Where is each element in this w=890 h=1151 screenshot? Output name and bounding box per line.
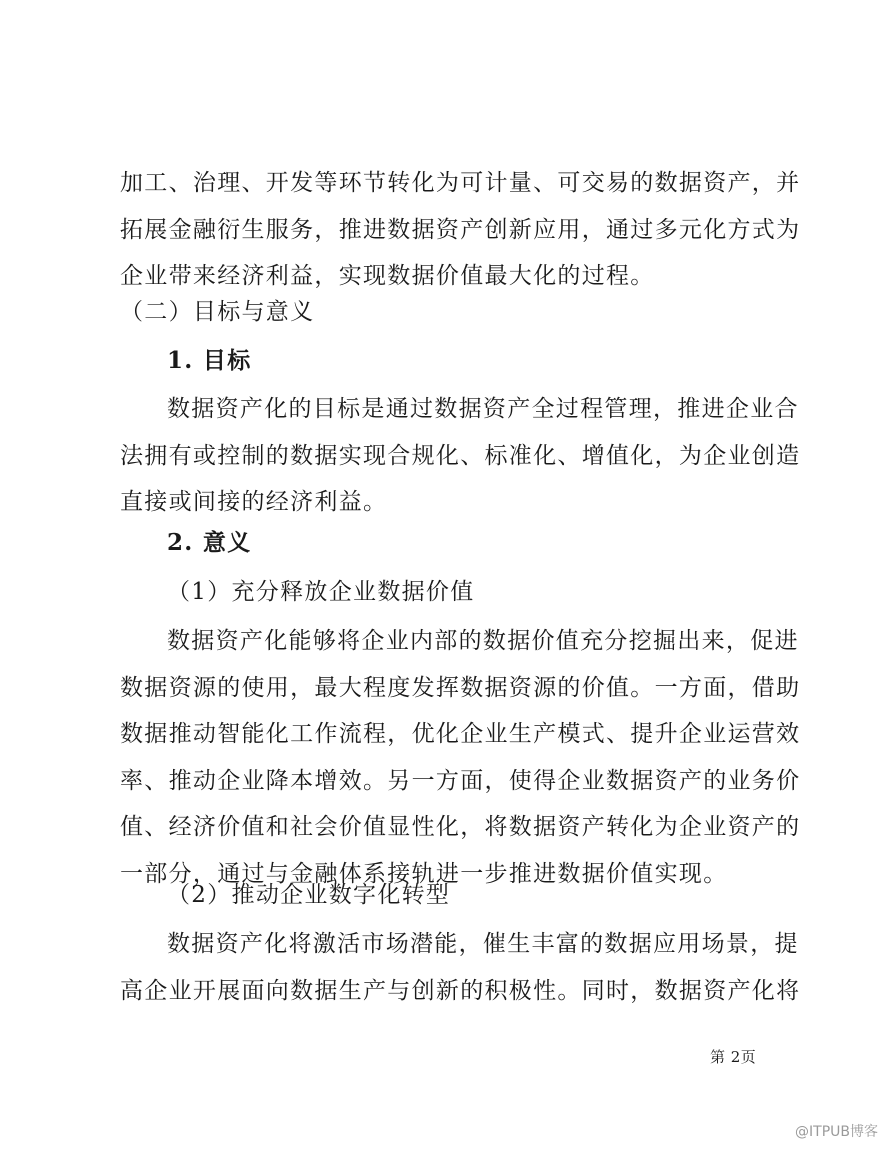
item-2-heading: （2）推动企业数字化转型: [167, 882, 451, 908]
item-1-heading: （1）充分释放企业数据价值: [167, 579, 475, 605]
paragraph-line: 值、经济价值和社会价值显性化，将数据资产转化为企业资产的: [120, 814, 801, 840]
paragraph-line: 加工、治理、开发等环节转化为可计量、可交易的数据资产，并: [120, 170, 801, 196]
paragraph-line: 法拥有或控制的数据实现合规化、标准化、增值化，为企业创造: [120, 442, 801, 469]
paragraph-line: 直接或间接的经济利益。: [120, 489, 388, 515]
subheading-significance: 2. 意义: [167, 529, 252, 556]
watermark: @ITPUB博客: [795, 1124, 878, 1140]
section-heading: （二）目标与意义: [120, 299, 315, 325]
page-number: 第 2页: [710, 1048, 757, 1066]
paragraph-line: 率、推动企业降本增效。另一方面，使得企业数据资产的业务价: [120, 767, 801, 794]
paragraph-line: 数据资源的使用，最大程度发挥数据资源的价值。一方面，借助: [120, 674, 801, 701]
paragraph-line: 拓展金融衍生服务，推进数据资产创新应用，通过多元化方式为: [120, 216, 801, 243]
subheading-goal: 1. 目标: [167, 347, 252, 374]
paragraph-line: 数据资产化的目标是通过数据资产全过程管理，推进企业合: [167, 396, 799, 422]
paragraph-line: 数据推动智能化工作流程，优化企业生产模式、提升企业运营效: [120, 721, 801, 747]
paragraph-line: 数据资产化将激活市场潜能，催生丰富的数据应用场景，提: [167, 931, 799, 957]
paragraph-item-2: [120, 921, 801, 1014]
paragraph-item-1: [120, 618, 801, 897]
paragraph-intro: [120, 160, 801, 300]
paragraph-line: 一部分，通过与金融体系接轨进一步推进数据价值实现。: [120, 860, 728, 887]
paragraph-line: 数据资产化能够将企业内部的数据价值充分挖掘出来，促进: [167, 628, 799, 654]
paragraph-line: 企业带来经济利益，实现数据价值最大化的过程。: [120, 263, 655, 289]
paragraph-goal: [120, 386, 801, 526]
paragraph-line: 高企业开展面向数据生产与创新的积极性。同时，数据资产化将: [120, 977, 801, 1004]
